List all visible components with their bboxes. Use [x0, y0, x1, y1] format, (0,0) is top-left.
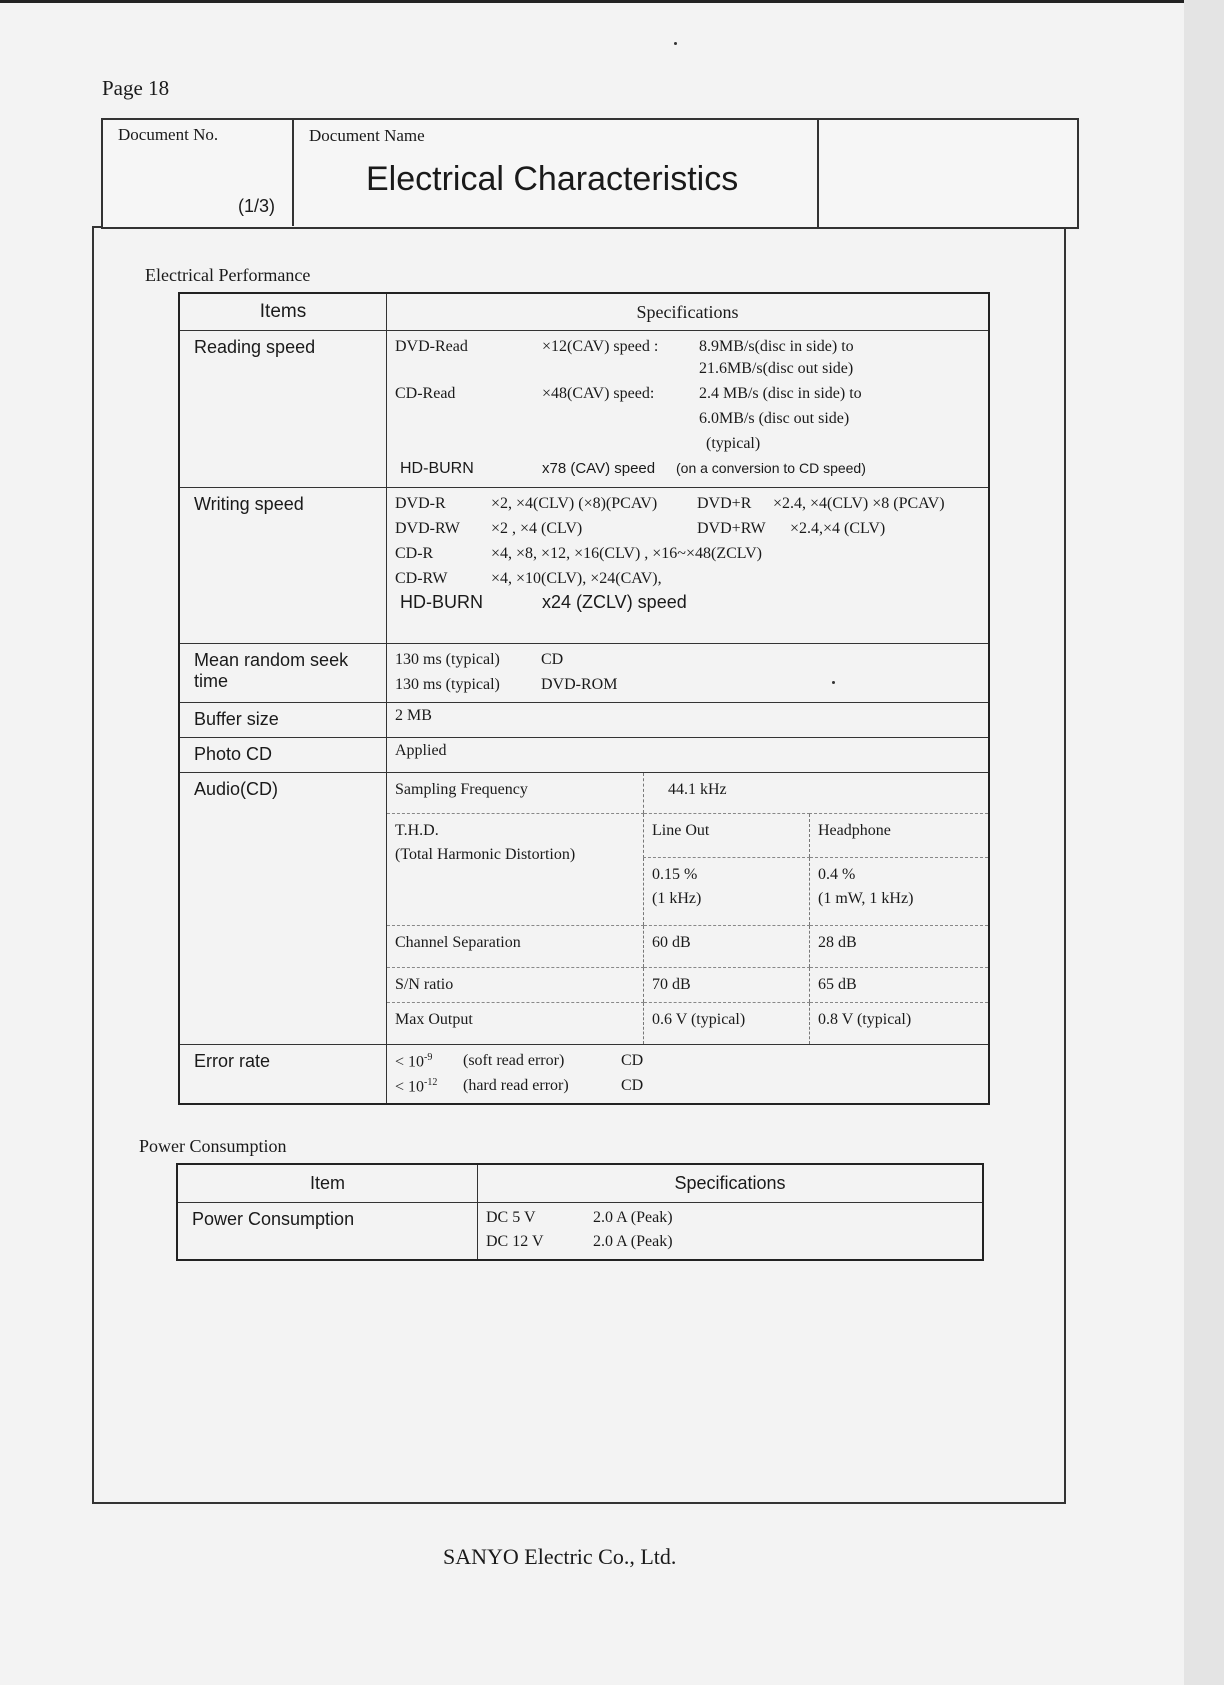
hd-burn-write-label: HD-BURN — [400, 592, 483, 612]
cd-read-rate: 2.4 MB/s (disc in side) to — [699, 385, 862, 402]
thd-headphone — [810, 857, 989, 925]
seek-value: 130 ms (typical) — [395, 676, 500, 693]
table-row — [179, 738, 989, 773]
table-header-row — [179, 293, 989, 331]
seek-value: 130 ms (typical) — [395, 651, 500, 668]
reading-speed-spec — [387, 331, 990, 488]
cd-rw-speed: ×4, ×10(CLV), ×24(CAV), — [491, 570, 662, 587]
row-label-audio-cd: Audio(CD) — [179, 773, 387, 1045]
dvd-read-rate: 21.6MB/s(disc out side) — [699, 360, 854, 377]
dvd-plus-r-label: DVD+R — [697, 495, 752, 512]
max-output-headphone: 0.8 V (typical) — [810, 1002, 989, 1044]
dvd-plus-r-speed: ×2.4, ×4(CLV) ×8 (PCAV) — [773, 495, 945, 512]
dvd-plus-rw-label: DVD+RW — [697, 520, 766, 537]
row-label-buffer-size: Buffer size — [179, 703, 387, 738]
table-row — [179, 1045, 989, 1105]
separation-headphone: 28 dB — [810, 925, 989, 967]
page-number: Page 18 — [102, 76, 170, 100]
table-row — [179, 703, 989, 738]
dvd-read-rate: 8.9MB/s(disc in side) to — [699, 338, 854, 355]
error-base: < 10 — [395, 1053, 425, 1071]
separation-label: Channel Separation — [387, 925, 644, 967]
thd-line-out-cond: (1 kHz) — [652, 889, 702, 907]
header-divider — [292, 118, 294, 226]
sn-line-out: 70 dB — [644, 967, 810, 1002]
error-rate-value — [395, 1077, 437, 1096]
cd-read-typical: (typical) — [706, 435, 761, 452]
scan-top-edge — [0, 0, 1224, 3]
error-exponent: -12 — [424, 1077, 438, 1088]
headphone-header: Headphone — [810, 813, 989, 857]
max-output-label: Max Output — [395, 1010, 473, 1028]
audio-row — [387, 925, 988, 967]
performance-table — [178, 292, 990, 1105]
error-exponent: -9 — [424, 1052, 433, 1063]
dvd-read-speed: ×12(CAV) speed : — [542, 338, 659, 355]
document-name-label: Document Name — [309, 126, 425, 145]
cd-r-label: CD-R — [395, 545, 434, 562]
dvd-read-label: DVD-Read — [395, 338, 468, 355]
error-rate-spec — [387, 1045, 990, 1105]
table-row — [177, 1203, 983, 1261]
audio-row — [387, 813, 988, 857]
writing-speed-spec — [387, 488, 990, 644]
col-specs-header: Specifications — [387, 293, 990, 331]
line-out-header: Line Out — [644, 813, 810, 857]
error-base: < 10 — [395, 1078, 425, 1096]
row-label-error-rate: Error rate — [179, 1045, 387, 1105]
cd-r-speed: ×4, ×8, ×12, ×16(CLV) , ×16~×48(ZCLV) — [491, 545, 762, 562]
voltage-5v: DC 5 V — [486, 1209, 536, 1226]
section-title-power: Power Consumption — [139, 1136, 287, 1156]
audio-subtable — [387, 773, 988, 1044]
cd-read-speed: ×48(CAV) speed: — [542, 385, 655, 402]
thd-line-out-value: 0.15 % — [652, 865, 698, 883]
error-rate-value — [395, 1052, 432, 1071]
dvd-plus-rw-speed: ×2.4,×4 (CLV) — [790, 520, 886, 537]
scan-right-shadow — [1184, 0, 1224, 1685]
seek-media: DVD-ROM — [541, 676, 618, 693]
document-title: Electrical Characteristics — [366, 160, 739, 198]
sampling-label: Sampling Frequency — [387, 773, 644, 813]
seek-time-spec — [387, 644, 990, 703]
col-item-header: Item — [177, 1164, 478, 1203]
company-footer: SANYO Electric Co., Ltd. — [443, 1544, 677, 1569]
row-label-photo-cd: Photo CD — [179, 738, 387, 773]
row-label-reading-speed: Reading speed — [179, 331, 387, 488]
cd-read-label: CD-Read — [395, 385, 456, 402]
table-row — [179, 488, 989, 644]
scan-speck — [674, 42, 677, 45]
table-row — [179, 331, 989, 488]
audio-row — [387, 967, 988, 1002]
table-row — [179, 773, 989, 1045]
audio-row — [387, 1002, 988, 1044]
row-label-seek-time: Mean random seek time — [179, 644, 387, 703]
sn-label: S/N ratio — [387, 967, 644, 1002]
row-label-power: Power Consumption — [177, 1203, 478, 1261]
audio-row — [387, 773, 988, 813]
audio-spec — [387, 773, 990, 1045]
separation-line-out: 60 dB — [644, 925, 810, 967]
voltage-12v: DC 12 V — [486, 1233, 544, 1250]
power-table — [176, 1163, 984, 1261]
sn-headphone: 65 dB — [810, 967, 989, 1002]
sampling-value: 44.1 kHz — [644, 773, 989, 813]
hd-burn-read-speed: x78 (CAV) speed — [542, 460, 656, 477]
hd-burn-write-speed: x24 (ZCLV) speed — [542, 592, 687, 612]
dvd-r-speed: ×2, ×4(CLV) (×8)(PCAV) — [491, 495, 658, 512]
table-row — [179, 644, 989, 703]
table-header-row — [177, 1164, 983, 1203]
section-title-performance: Electrical Performance — [145, 265, 311, 285]
error-media: CD — [621, 1052, 644, 1069]
error-type: (soft read error) — [463, 1052, 565, 1069]
cd-read-rate: 6.0MB/s (disc out side) — [699, 410, 850, 427]
seek-media: CD — [541, 651, 564, 668]
thd-full: (Total Harmonic Distortion) — [395, 845, 576, 863]
current-5v: 2.0 A (Peak) — [593, 1209, 673, 1226]
dvd-r-label: DVD-R — [395, 495, 446, 512]
hd-burn-read-note: (on a conversion to CD speed) — [676, 460, 866, 476]
thd-short: T.H.D. — [395, 821, 439, 839]
header-divider — [817, 120, 819, 228]
thd-label — [387, 813, 644, 925]
thd-line-out — [644, 857, 810, 925]
current-12v: 2.0 A (Peak) — [593, 1233, 673, 1250]
dvd-rw-speed: ×2 , ×4 (CLV) — [491, 520, 583, 537]
thd-headphone-cond: (1 mW, 1 kHz) — [818, 889, 914, 907]
error-media: CD — [621, 1077, 644, 1094]
cd-rw-label: CD-RW — [395, 570, 448, 587]
max-output-line-out: 0.6 V (typical) — [644, 1002, 810, 1044]
error-type: (hard read error) — [463, 1077, 569, 1094]
dvd-rw-label: DVD-RW — [395, 520, 460, 537]
col-items-header: Items — [179, 293, 387, 331]
thd-headphone-value: 0.4 % — [818, 865, 856, 883]
document-number-label: Document No. — [118, 125, 219, 144]
row-label-writing-speed: Writing speed — [179, 488, 387, 644]
power-spec — [478, 1203, 984, 1261]
buffer-size-value: 2 MB — [387, 703, 990, 738]
document-page-count: (1/3) — [238, 196, 276, 216]
photo-cd-value: Applied — [387, 738, 990, 773]
hd-burn-read-label: HD-BURN — [400, 460, 474, 477]
col-specs-header: Specifications — [478, 1164, 984, 1203]
